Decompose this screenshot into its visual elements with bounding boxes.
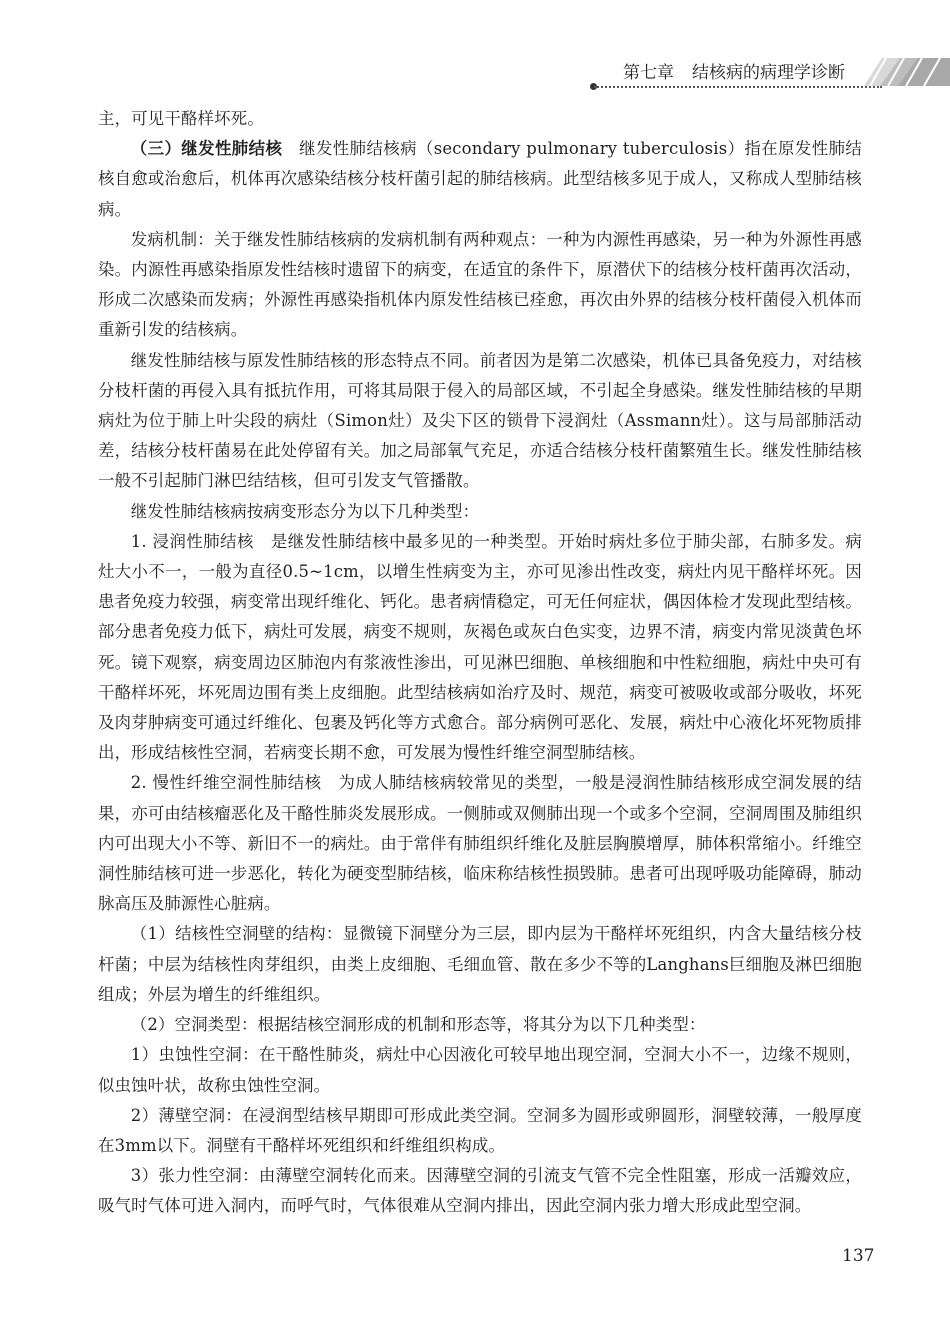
paragraph-secondary-tb — [98, 134, 862, 225]
paragraph: 1. 浸润性肺结核 是继发性肺结核中最多见的一种类型。开始时病灶多位于肺尖部，右肺多发。病灶大小不一，一般为直径0.5~1cm，以增生性病变为主，亦可见渗出性改变，病灶内见干酪样坏死。因患者免疫力较强，病变常出现纤维化、钙化。患者病情稳定，可无任何症状，偶因体检才发现此型结核。部分患者免疫力低下，病灶可发展，病变不规则，灰褐色或灰白色实变，边界不清，病变内常见淡黄色坏死。镜下观察，病变周边区肺泡内有浆液性渗出，可见淋巴细胞、单核细胞和中性粒细胞，病灶中央可有干酪样坏死，坏死周边围有类上皮细胞。此型结核病如治疗及时、规范，病变可被吸收或部分吸收，坏死及肉芽肿病变可通过纤维化、包裹及钙化等方式愈合。部分病例可恶化、发展，病灶中心液化坏死物质排出，形成结核性空洞，若病变长期不愈，可发展为慢性纤维空洞型肺结核。 — [98, 531, 862, 763]
paragraph: 2）薄壁空洞：在浸润型结核早期即可形成此类空洞。空洞多为圆形或卵圆形，洞壁较薄，一般厚度在3mm以下。洞壁有干酪样坏死组织和纤维组织构成。 — [98, 1105, 862, 1155]
paragraph: （1）结核性空洞壁的结构：显微镜下洞壁分为三层，即内层为干酪样坏死组织，内含大量结核分枝杆菌；中层为结核性肉芽组织，由类上皮细胞、毛细血管、散在多少不等的Langhans巨细胞及淋巴细胞组成；外层为增生的纤维组织。 — [98, 924, 862, 1004]
paragraph: 3）张力性空洞：由薄壁空洞转化而来。因薄壁空洞的引流支气管不完全性阻塞，形成一活瓣效应，吸气时气体可进入洞内，而呼气时，气体很难从空洞内排出，因此空洞内张力增大形成此型空洞。 — [98, 1166, 862, 1216]
paragraph: 继发性肺结核与原发性肺结核的形态特点不同。前者因为是第二次感染，机体已具备免疫力，对结核分枝杆菌的再侵入具有抵抗作用，可将其局限于侵入的局部区域，不引起全身感染。继发性肺结核的早期病灶为位于肺上叶尖段的病灶（Simon灶）及尖下区的锁骨下浸润灶（Assmann灶）。这与局部肺活动差，结核分枝杆菌易在此处停留有关。加之局部氧气充足，亦适合结核分枝杆菌繁殖生长。继发性肺结核一般不引起肺门淋巴结结核，但可引发支气管播散。 — [98, 350, 862, 491]
paragraph-text: 继发性肺结核病（secondary pulmonary tuberculosis）指在原发性肺结核自愈或治愈后，机体再次感染结核分枝杆菌引起的肺结核病。此型结核多见于成人，又称成人型肺结核病。 — [98, 139, 862, 219]
section-heading: （三）继发性肺结核 — [130, 139, 283, 159]
page-number: 137 — [842, 1246, 875, 1266]
paragraph: 1）虫蚀性空洞：在干酪性肺炎，病灶中心因液化可较早地出现空洞，空洞大小不一，边缘不规则，似虫蚀叶状，故称虫蚀性空洞。 — [98, 1045, 862, 1095]
body-text — [98, 104, 862, 1222]
chapter-title: 结核病的病理学诊断 — [692, 63, 845, 83]
page-header — [0, 0, 950, 100]
chapter-label: 第七章 — [623, 63, 674, 83]
header-decorative-stripes — [0, 0, 950, 100]
paragraph: 主，可见干酪样坏死。 — [98, 109, 264, 128]
paragraph: 发病机制：关于继发性肺结核病的发病机制有两种观点：一种为内源性再感染，另一种为外源性再感染。内源性再感染指原发性结核时遗留下的病变，在适宜的条件下，原潜伏下的结核分枝杆菌再次活动，形成二次感染而发病；外源性再感染指机体内原发性结核已痊愈，再次由外界的结核分枝杆菌侵入机体而重新引发的结核病。 — [98, 229, 862, 340]
paragraph: 2. 慢性纤维空洞性肺结核 为成人肺结核病较常见的类型，一般是浸润性肺结核形成空洞发展的结果，亦可由结核瘤恶化及干酪性肺炎发展形成。一侧肺或双侧肺出现一个或多个空洞，空洞周围及肺组织内可出现大小不等、新旧不一的病灶。由于常伴有肺组织纤维化及脏层胸膜增厚，肺体积常缩小。纤维空洞性肺结核可进一步恶化，转化为硬变型肺结核，临床称结核性损毁肺。患者可出现呼吸功能障碍，肺动脉高压及肺源性心脏病。 — [98, 773, 862, 914]
paragraph: 继发性肺结核病按病变形态分为以下几种类型： — [130, 501, 480, 521]
paragraph: （2）空洞类型：根据结核空洞形成的机制和形态等，将其分为以下几种类型： — [130, 1015, 706, 1035]
